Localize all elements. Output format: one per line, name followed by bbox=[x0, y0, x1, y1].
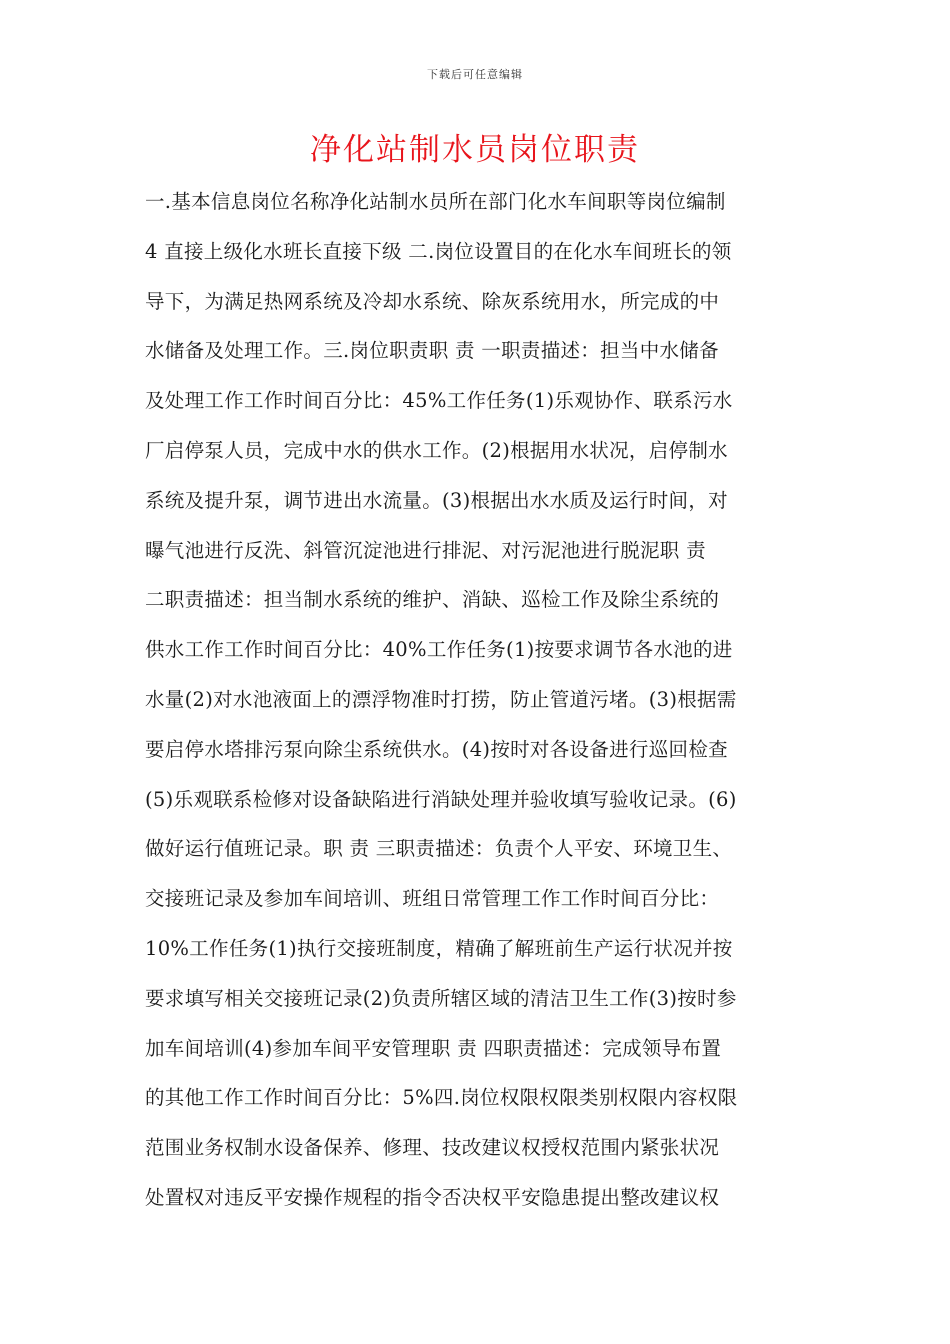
body-line: 要求填写相关交接班记录(2)负责所辖区域的清洁卫生工作(3)按时参 bbox=[145, 986, 737, 1010]
body-line: 交接班记录及参加车间培训、班组日常管理工作工作时间百分比： bbox=[145, 887, 720, 911]
body-line: (5)乐观联系检修对设备缺陷进行消缺处理并验收填写验收记录。(6) bbox=[145, 787, 737, 811]
body-line: 一.基本信息岗位名称净化站制水员所在部门化水车间职等岗位编制 bbox=[145, 190, 726, 213]
document-title: 净化站制水员岗位职责 bbox=[310, 132, 640, 168]
body-line: 加车间培训(4)参加车间平安管理职 责 四职责描述：完成领导布置 bbox=[145, 1036, 722, 1060]
body-line: 厂启停泵人员，完成中水的供水工作。(2)根据用水状况，启停制水 bbox=[145, 438, 728, 462]
body-line: 的其他工作工作时间百分比：5%四.岗位权限权限类别权限内容权限 bbox=[145, 1086, 738, 1110]
body-line: 二职责描述：担当制水系统的维护、消缺、巡检工作及除尘系统的 bbox=[145, 588, 720, 612]
body-line: 做好运行值班记录。职 责 三职责描述：负责个人平安、环境卫生、 bbox=[145, 837, 733, 861]
body-line: 供水工作工作时间百分比：40%工作任务(1)按要求调节各水池的进 bbox=[145, 638, 733, 662]
body-line: 导下，为满足热网系统及冷却水系统、除灰系统用水，所完成的中 bbox=[145, 289, 720, 313]
body-line: 系统及提升泵，调节进出水流量。(3)根据出水水质及运行时间，对 bbox=[145, 488, 728, 512]
body-line: 4 直接上级化水班长直接下级 二.岗位设置目的在化水车间班长的领 bbox=[145, 239, 732, 263]
body-line: 范围业务权制水设备保养、修理、技改建议权授权范围内紧张状况 bbox=[145, 1136, 720, 1160]
body-line: 水储备及处理工作。三.岗位职责职 责 一职责描述：担当中水储备 bbox=[145, 339, 719, 363]
document-body bbox=[145, 177, 825, 1223]
body-line: 要启停水塔排污泵向除尘系统供水。(4)按时对各设备进行巡回检查 bbox=[145, 737, 728, 761]
body-line: 及处理工作工作时间百分比：45%工作任务(1)乐观协作、联系污水 bbox=[145, 389, 733, 413]
body-line: 曝气池进行反洗、斜管沉淀池进行排泥、对污泥池进行脱泥职 责 bbox=[145, 538, 706, 562]
body-line: 水量(2)对水池液面上的漂浮物准时打捞，防止管道污堵。(3)根据需 bbox=[145, 687, 737, 711]
header-note: 下载后可任意编辑 bbox=[427, 68, 523, 81]
body-line: 10%工作任务(1)执行交接班制度，精确了解班前生产运行状况并按 bbox=[145, 936, 733, 960]
body-line: 处置权对违反平安操作规程的指令否决权平安隐患提出整改建议权 bbox=[145, 1185, 720, 1209]
